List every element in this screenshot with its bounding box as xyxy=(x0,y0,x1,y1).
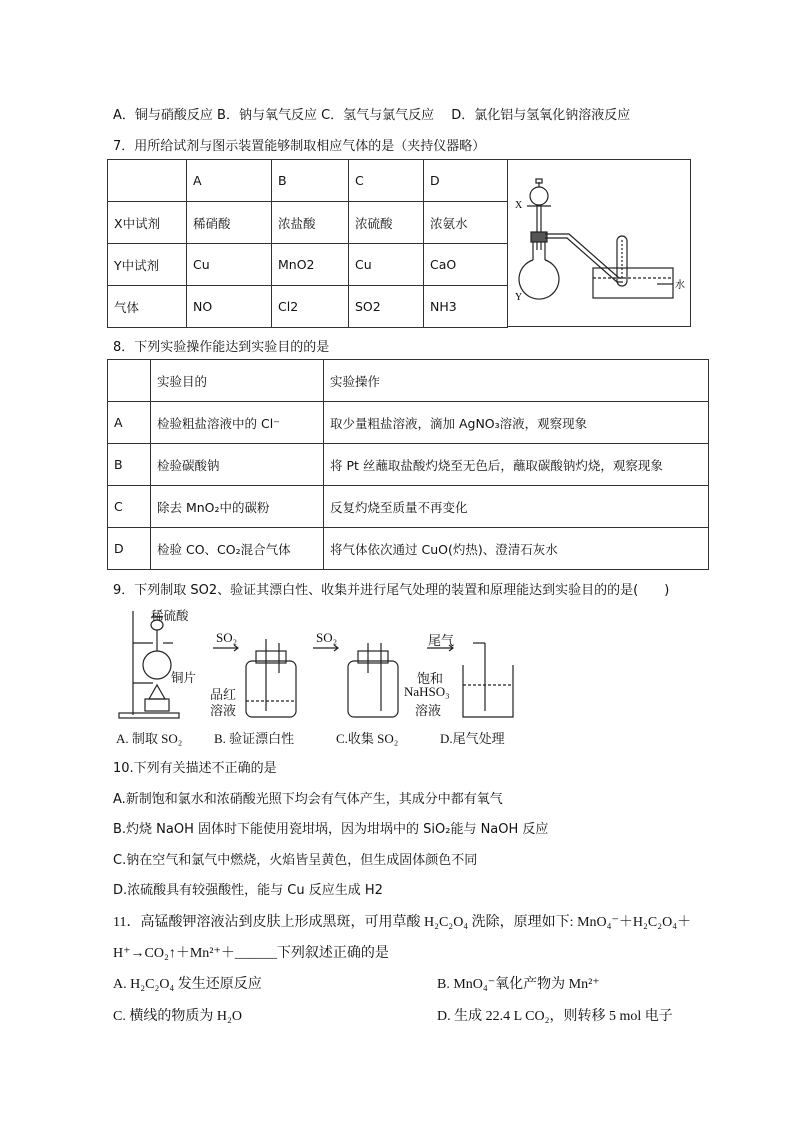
caption-c: C.收集 SO₂ xyxy=(336,731,399,746)
gas-generator-figure xyxy=(507,160,690,326)
table-cell: 检验粗盐溶液中的 Cl⁻ xyxy=(151,402,324,444)
x-label: X xyxy=(515,200,523,211)
table-row xyxy=(108,160,508,202)
table-cell: 检验 CO、CO₂混合气体 xyxy=(151,528,324,570)
table-cell: Cu xyxy=(349,244,424,286)
table-cell: A xyxy=(187,160,272,202)
table-cell: 实验目的 xyxy=(151,360,324,402)
q11-option-d: D. 生成 22.4 L CO₂，则转移 5 mol 电子 xyxy=(437,1009,673,1024)
label-nahso3-solution: 溶液 xyxy=(415,703,442,718)
q10-option-b: B.灼烧 NaOH 固体时下能使用瓷坩埚，因为坩埚中的 SiO₂能与 NaOH 反应 xyxy=(113,822,549,837)
q6-options: A．铜与硝酸反应 B．钠与氧气反应 C．氢气与氯气反应 D．氯化铝与氢氧化钠溶液反应 xyxy=(113,108,631,123)
q10-stem: 10.下列有关描述不正确的是 xyxy=(113,761,277,776)
table-cell: MnO2 xyxy=(272,244,349,286)
table-cell xyxy=(108,160,187,202)
table-cell: 检验碳酸钠 xyxy=(151,444,324,486)
label-dilute-acid: 稀硫酸 xyxy=(151,608,189,623)
caption-d: D.尾气处理 xyxy=(440,731,505,746)
table-cell: 将气体依次通过 CuO(灼热)、澄清石灰水 xyxy=(324,528,709,570)
table-cell: 除去 MnO₂中的碳粉 xyxy=(151,486,324,528)
table-cell: 浓氨水 xyxy=(424,202,508,244)
q11-stem-line1: 11．高锰酸钾溶液沾到皮肤上形成黑斑，可用草酸 H₂C₂O₄ 洗除，原理如下: MnO₄⁻＋H₂C₂O₄＋ xyxy=(113,915,692,930)
y-label: Y xyxy=(515,292,523,303)
caption-a: A. 制取 SO₂ xyxy=(116,731,183,746)
q10-option-c: C.钠在空气和氯气中燃烧，火焰皆呈黄色，但生成固体颜色不同 xyxy=(113,853,478,868)
q7-apparatus-frame xyxy=(507,159,691,327)
table-cell: A xyxy=(108,402,151,444)
q10-option-d: D.浓硫酸具有较强酸性，能与 Cu 反应生成 H2 xyxy=(113,883,383,898)
label-pinhong-solution: 溶液 xyxy=(210,703,237,718)
table-cell: 将 Pt 丝蘸取盐酸灼烧至无色后，蘸取碳酸钠灼烧，观察现象 xyxy=(324,444,709,486)
label-nahso3: NaHSO₃ xyxy=(404,684,450,699)
q7-stem: 7．用所给试剂与图示装置能够制取相应气体的是（夹持仪器略） xyxy=(113,139,486,154)
table-cell: C xyxy=(349,160,424,202)
q11-option-a: A. H₂C₂O₄ 发生还原反应 xyxy=(113,977,262,992)
label-so2-c: SO₂ xyxy=(316,630,338,645)
table-cell: 浓硫酸 xyxy=(349,202,424,244)
table-cell: SO2 xyxy=(349,286,424,328)
table-cell: 气体 xyxy=(108,286,187,328)
table-cell: 反复灼烧至质量不再变化 xyxy=(324,486,709,528)
table-cell: NO xyxy=(187,286,272,328)
table-cell: X中试剂 xyxy=(108,202,187,244)
q10-option-a: A.新制饱和氯水和浓硝酸光照下均会有气体产生，其成分中都有氧气 xyxy=(113,792,503,807)
label-saturated: 饱和 xyxy=(417,671,444,686)
water-label: 水 xyxy=(675,280,685,291)
label-so2-b: SO₂ xyxy=(216,630,238,645)
q8-table xyxy=(107,359,709,570)
table-row xyxy=(108,528,709,570)
table-cell: 实验操作 xyxy=(324,360,709,402)
table-cell: Cu xyxy=(187,244,272,286)
table-cell: 取少量粗盐溶液，滴加 AgNO₃溶液，观察现象 xyxy=(324,402,709,444)
label-tail-gas: 尾气 xyxy=(428,633,455,648)
table-row xyxy=(108,202,508,244)
table-row xyxy=(108,402,709,444)
q8-stem: 8．下列实验操作能达到实验目的的是 xyxy=(113,340,330,355)
table-row xyxy=(108,244,508,286)
table-cell: 稀硝酸 xyxy=(187,202,272,244)
label-pinhong: 品红 xyxy=(210,687,237,702)
table-cell: C xyxy=(108,486,151,528)
table-cell xyxy=(108,360,151,402)
q7-table xyxy=(107,159,508,328)
q11-option-b: B. MnO₄⁻氧化产物为 Mn²⁺ xyxy=(437,977,600,992)
table-cell: NH3 xyxy=(424,286,508,328)
table-row xyxy=(108,286,508,328)
table-cell: Cl2 xyxy=(272,286,349,328)
q11-option-c: C. 横线的物质为 H₂O xyxy=(113,1009,242,1024)
table-cell: B xyxy=(108,444,151,486)
table-cell: D xyxy=(424,160,508,202)
table-cell: B xyxy=(272,160,349,202)
table-cell: D xyxy=(108,528,151,570)
table-cell: Y中试剂 xyxy=(108,244,187,286)
table-row xyxy=(108,486,709,528)
table-row xyxy=(108,444,709,486)
label-copper: 铜片 xyxy=(171,670,197,685)
q11-stem-line2: H⁺→CO₂↑＋Mn²⁺＋______下列叙述正确的是 xyxy=(113,946,389,961)
table-row xyxy=(108,360,709,402)
caption-b: B. 验证漂白性 xyxy=(214,731,295,746)
q9-stem: 9．下列制取 SO2、验证其漂白性、收集并进行尾气处理的装置和原理能达到实验目的的是( ) xyxy=(113,583,670,598)
table-cell: 浓盐酸 xyxy=(272,202,349,244)
table-cell: CaO xyxy=(424,244,508,286)
